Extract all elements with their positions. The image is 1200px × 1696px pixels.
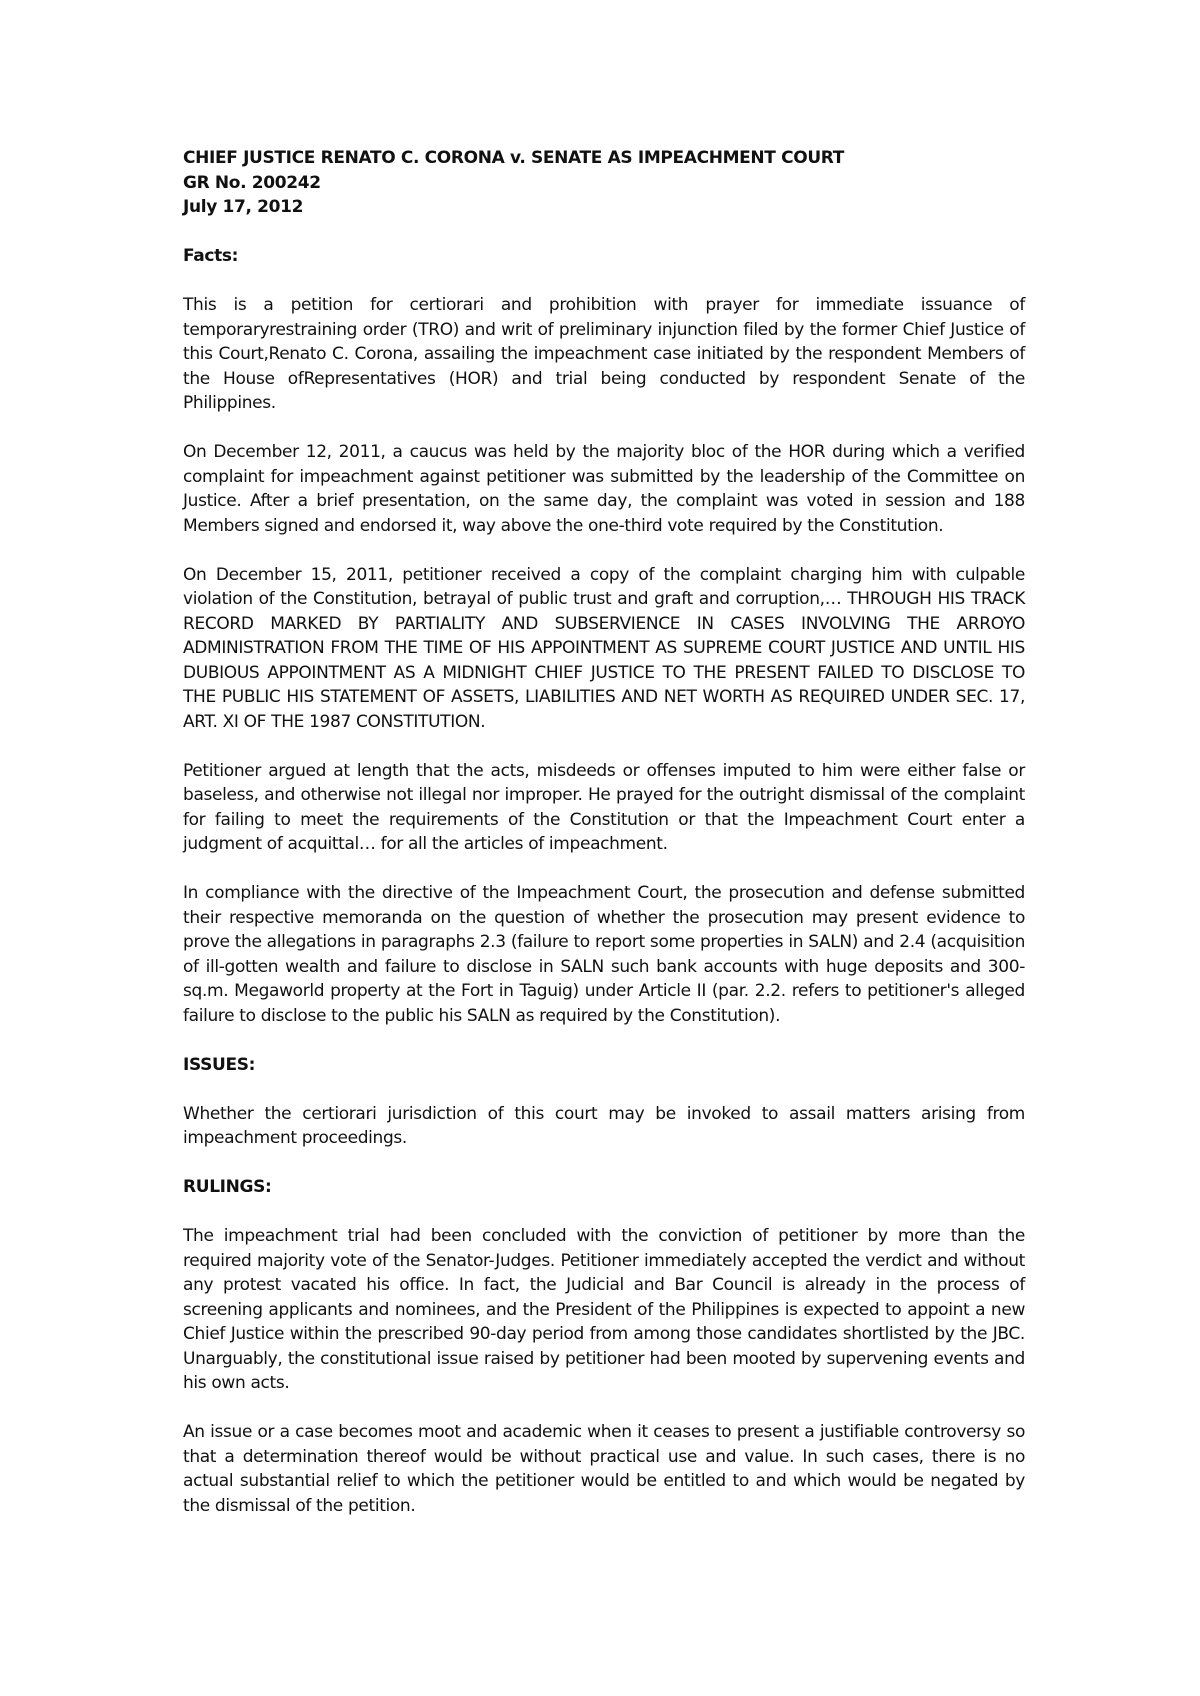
case-title: CHIEF JUSTICE RENATO C. CORONA v. SENATE AS IMPEACHMENT COURT [183, 148, 845, 168]
spacer [183, 857, 1025, 882]
spacer [183, 1151, 1025, 1176]
spacer [183, 220, 1025, 245]
rulings-paragraph: An issue or a case becomes moot and academic when it ceases to present a justifiable controversy so that a determination thereof would be without practical use and value. In such cases, there is no actual substantial relief to which the petitioner would be entitled to and which would be negated by the dismissal of the petition. [183, 1422, 1025, 1516]
spacer [183, 1028, 1025, 1053]
rulings-heading: RULINGS: [183, 1177, 272, 1197]
spacer [183, 734, 1025, 759]
spacer [183, 269, 1025, 294]
facts-paragraph: This is a petition for certiorari and prohibition with prayer for immediate issuance of temporaryrestraining order (TRO) and writ of preliminary injunction filed by the former Chief Justice of this Court,Renato C. Corona, assailing the impeachment case initiated by the respondent Members of the House ofRepresentatives (HOR) and trial being conducted by respondent Senate of the Philippines. [183, 295, 1025, 413]
decision-date: July 17, 2012 [183, 197, 304, 217]
spacer [183, 1396, 1025, 1421]
facts-heading: Facts: [183, 246, 239, 266]
gr-number: GR No. 200242 [183, 172, 321, 193]
spacer [183, 1077, 1025, 1102]
rulings-paragraph: The impeachment trial had been concluded with the conviction of petitioner by more than the required majority vote of the Senator-Judges. Petitioner immediately accepted the verdict and without any protest vacated his office. In fact, the Judicial and Bar Council is already in the process of screening applicants and nominees, and the President of the Philippines is expected to appoint a new Chief Justice within the prescribed 90-day period from among those candidates shortlisted by the JBC. Unarguably, the constitutional issue raised by petitioner had been mooted by supervening events and his own acts. [183, 1226, 1025, 1393]
facts-paragraph: On December 15, 2011, petitioner received a copy of the complaint charging him with culpable violation of the Constitution, betrayal of public trust and graft and corruption,… THROUGH HIS TRACK RECORD MARKED BY PARTIALITY AND SUBSERVIENCE IN CASES INVOLVING THE ARROYO ADMINISTRATION FROM THE TIME OF HIS APPOINTMENT AS SUPREME COURT JUSTICE AND UNTIL HIS DUBIOUS APPOINTMENT AS A MIDNIGHT CHIEF JUSTICE TO THE PRESENT FAILED TO DISCLOSE TO THE PUBLIC HIS STATEMENT OF ASSETS, LIABILITIES AND NET WORTH AS REQUIRED UNDER SEC. 17, ART. XI OF THE 1987 CONSTITUTION. [183, 564, 1025, 732]
facts-paragraph: On December 12, 2011, a caucus was held by the majority bloc of the HOR during which a verified complaint for impeachment against petitioner was submitted by the leadership of the Committee on Justice. After a brief presentation, on the same day, the complaint was voted in session and 188 Members signed and endorsed it, way above the one-third vote required by the Constitution. [183, 442, 1025, 536]
spacer [183, 538, 1025, 563]
facts-paragraph: Petitioner argued at length that the acts, misdeeds or offenses imputed to him were either false or baseless, and otherwise not illegal nor improper. He prayed for the outright dismissal of the complaint for failing to meet the requirements of the Constitution or that the Impeachment Court enter a judgment of acquittal… for all the articles of impeachment. [183, 760, 1025, 854]
issues-heading: ISSUES: [183, 1054, 256, 1075]
spacer [183, 416, 1025, 441]
document-page [183, 146, 1025, 1518]
issues-paragraph: Whether the certiorari jurisdiction of this court may be invoked to assail matters arising from impeachment proceedings. [183, 1103, 1025, 1148]
spacer [183, 1200, 1025, 1225]
facts-paragraph: In compliance with the directive of the Impeachment Court, the prosecution and defense submitted their respective memoranda on the question of whether the prosecution may present evidence to prove the allegations in paragraphs 2.3 (failure to report some properties in SALN) and 2.4 (acquisition of ill-gotten wealth and failure to disclose in SALN such bank accounts with huge deposits and 300-sq.m. Megaworld property at the Fort in Taguig) under Article II (par. 2.2. refers to petitioner's alleged failure to disclose to the public his SALN as required by the Constitution). [183, 883, 1025, 1026]
